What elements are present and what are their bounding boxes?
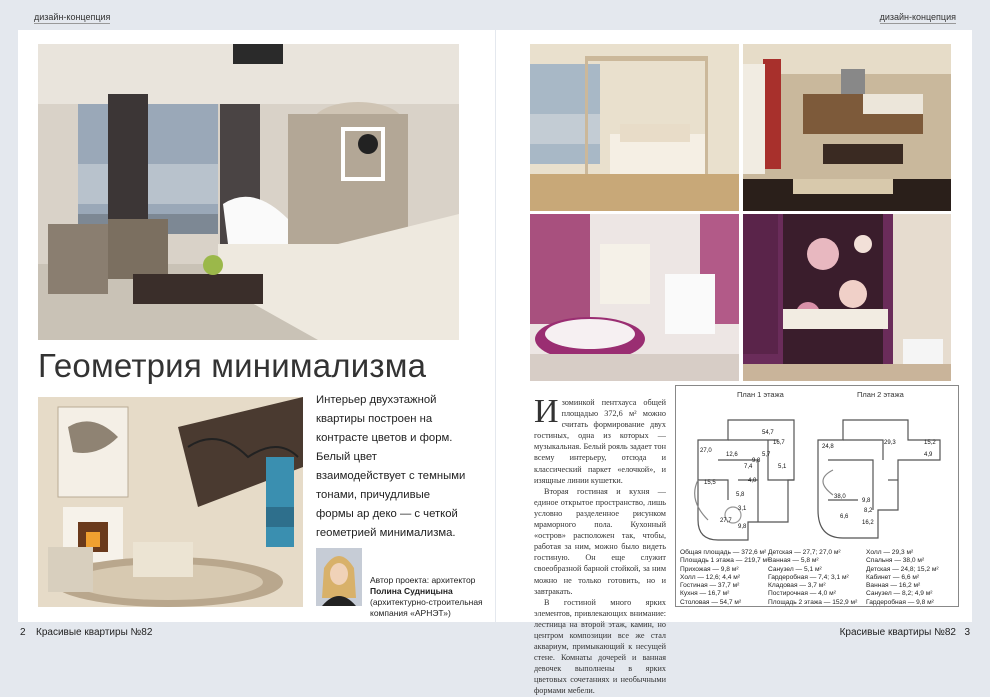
left-footer-magazine: Красивые квартиры №82 xyxy=(36,627,153,638)
author-name: Полина Судницына xyxy=(370,586,453,596)
plan2-label: 9,8 xyxy=(862,498,871,504)
staircase-photo xyxy=(38,397,303,607)
left-page-number: 2 xyxy=(20,627,26,638)
plan1-label: 16,7 xyxy=(773,440,785,446)
girls-room-photo xyxy=(530,214,739,381)
plan2-label: 4,9 xyxy=(924,452,933,458)
article-title: Геометрия минимализма xyxy=(38,347,427,384)
plan1-label: 9,8 xyxy=(752,458,761,464)
section-label-right: дизайн-концепция xyxy=(879,12,956,22)
living-room-photo xyxy=(38,44,459,340)
plan1-label: 15,5 xyxy=(704,480,716,486)
plan1-label: 54,7 xyxy=(762,430,774,436)
stats-item: Кухня — 16,7 м² xyxy=(680,590,730,598)
bathroom-photo xyxy=(743,214,951,381)
stats-item: Площадь 1 этажа — 219,7 м² xyxy=(680,557,770,565)
stats-column-2 xyxy=(768,549,857,607)
drop-cap: И xyxy=(534,393,559,430)
plan1-label: 5,7 xyxy=(762,452,771,458)
stats-item: Постирочная — 4,0 м² xyxy=(768,590,836,598)
plan2-label: 24,8 xyxy=(822,444,834,450)
plan2-label: 16,2 xyxy=(862,520,874,526)
plan2-label: 6,6 xyxy=(840,514,849,520)
kitchen-photo xyxy=(743,44,951,211)
plan1-label: 27,0 xyxy=(700,448,712,454)
stats-item: Гардеробная — 9,8 м² xyxy=(866,598,934,606)
author-credit xyxy=(370,575,495,619)
plan2-caption: План 2 этажа xyxy=(857,390,904,399)
stats-item: Ванная — 16,2 м² xyxy=(866,582,921,590)
article-paragraph-1: зоминкой пентхауса общей площадью 372,6 м² можно считать формирование двух гостиных, одна из которых — музыкальная. Белый рояль задает тон всему интерьеру, отсюда и классический паркет «елочкой», и изящные линии кушетки. xyxy=(534,398,666,485)
stats-column-1 xyxy=(680,549,769,607)
stats-column-3 xyxy=(866,549,939,607)
lead-paragraph: Интерьер двухэтажной квартиры построен на контрасте цветов и форм. Белый цвет взаимодействует с темными тонами, причудливые формы ар деко — с четкой геометрией минимализма. xyxy=(316,394,466,539)
stats-item: Санузел — 8,2; 4,9 м² xyxy=(866,590,933,598)
plan2-label: 8,2 xyxy=(864,508,873,514)
author-company: компания «АРНЭТ») xyxy=(370,608,451,618)
stats-item: Прихожая — 9,8 м² xyxy=(680,565,739,573)
stats-item: Спальня — 38,0 м² xyxy=(866,557,925,565)
stats-item: Общая площадь — 372,6 м² xyxy=(680,549,767,556)
stats-item: Ванная — 5,8 м² xyxy=(768,557,819,565)
author-portrait xyxy=(316,548,362,606)
plan1-label: 12,6 xyxy=(726,452,738,458)
bedroom-photo xyxy=(530,44,739,211)
right-footer-magazine: Красивые квартиры №82 xyxy=(839,627,956,638)
stats-item: Холл — 29,3 м² xyxy=(866,549,914,556)
stats-item: Гостиная — 37,7 м² xyxy=(680,582,740,590)
plan1-label: 7,4 xyxy=(744,464,753,470)
plan-labels xyxy=(678,400,954,548)
stats-item: Кабинет — 6,6 м² xyxy=(866,573,920,581)
plan1-caption: План 1 этажа xyxy=(737,390,784,399)
author-role: Автор проекта: архитектор xyxy=(370,575,476,585)
plan2-label: 15,2 xyxy=(924,440,936,446)
right-page-number: 3 xyxy=(964,627,970,638)
stats-item: Кладовая — 3,7 м² xyxy=(768,582,826,590)
stats-item: Площадь 2 этажа — 152,9 м² xyxy=(768,598,858,606)
plan2-label: 38,0 xyxy=(834,494,846,500)
stats-item: Детская — 24,8; 15,2 м² xyxy=(866,565,939,573)
plan1-label: 4,0 xyxy=(748,478,757,484)
plan1-label: 3,1 xyxy=(738,506,747,512)
stats-item: Детская — 27,7; 27,0 м² xyxy=(768,549,841,556)
article-paragraph-2: Вторая гостиная и кухня — единое открытое пространство, лишь условно разделенное рисунком мраморного пола. Кухонный «остров» расположен так, чтобы, работая за ним, можно было видеть гостиную. Он еще служит своеобразной барной стойкой, за ним можно не только готовить, но и завтракать. xyxy=(534,486,666,596)
stats-item: Холл — 12,6; 4,4 м² xyxy=(680,573,741,581)
stats-item: Столовая — 54,7 м² xyxy=(680,598,742,606)
plan1-label: 5,1 xyxy=(778,464,787,470)
stats-item: Санузел — 5,1 м² xyxy=(768,565,822,573)
author-company-line: (архитектурно-строительная xyxy=(370,597,483,607)
plan1-label: 5,8 xyxy=(736,492,745,498)
section-label-left: дизайн-концепция xyxy=(34,12,111,22)
plan1-label: 27,7 xyxy=(720,518,732,524)
plan2-label: 29,3 xyxy=(884,440,896,446)
plan1-label: 9,8 xyxy=(738,524,747,530)
article-paragraph-3: В гостиной много ярких элементов, привлекающих внимание: лестница на второй этаж, камин, но центром композиции все же стал аквариум, примыкающий к несущей стене. Комнаты дочерей и ванная девочек выполнены в ярких цветовых сочетаниях и необычными формами мебели. xyxy=(534,597,666,696)
stats-item: Гардеробная — 7,4; 3,1 м² xyxy=(768,573,849,581)
